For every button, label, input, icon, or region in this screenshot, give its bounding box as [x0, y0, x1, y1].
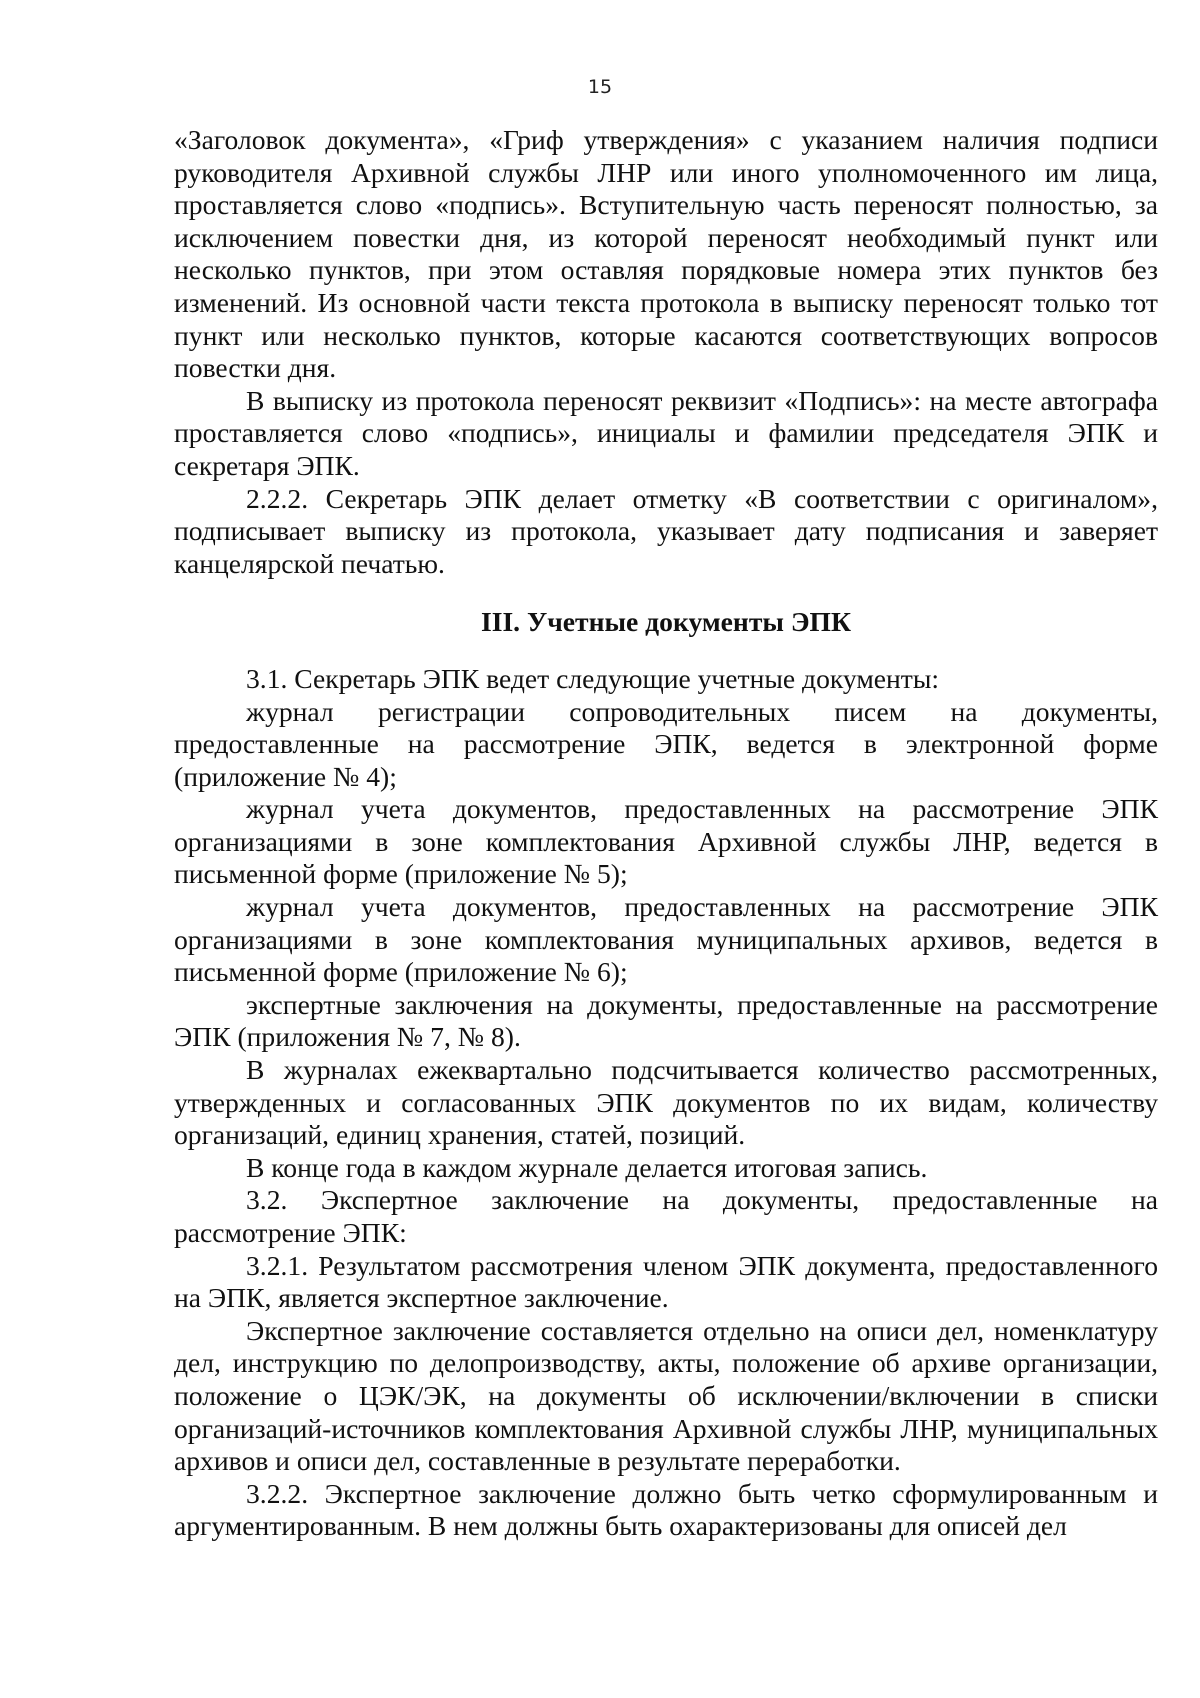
section-heading-accounting-documents: III. Учетные документы ЭПК: [480, 606, 852, 638]
paragraph-expert-conclusions: экспертные заключения на документы, предоставленные на рассмотрение ЭПК (приложения № 7, № 8).: [174, 988, 1158, 1053]
page-number: 15: [587, 76, 613, 98]
paragraph-journal-municipal: журнал учета документов, предоставленных на рассмотрение ЭПК организациями в зоне комплектования муниципальных архивов, ведется в письменной форме (приложение № 6);: [174, 891, 1158, 988]
paragraph-quarterly-count: В журналах ежеквартально подсчитывается количество рассмотренных, утвержденных и согласованных ЭПК документов по их видам, количеству организаций, единиц хранения, статей, позиций.: [174, 1054, 1158, 1151]
paragraph-journal-letters: журнал регистрации сопроводительных писем на документы, предоставленные на рассмотрение ЭПК, ведется в электронной форме (приложение № 4);: [174, 695, 1158, 792]
paragraph-3-2-2: 3.2.2. Экспертное заключение должно быть четко сформулированным и аргументированным. В нем должны быть охарактеризованы для описей дел: [174, 1477, 1158, 1542]
paragraph-2-2-2: 2.2.2. Секретарь ЭПК делает отметку «В соответствии с оригиналом», подписывает выписку из протокола, указывает дату подписания и заверяет канцелярской печатью.: [174, 482, 1158, 579]
paragraph-signature-requisite: В выписку из протокола переносят реквизит «Подпись»: на месте автографа проставляется слово «подпись», инициалы и фамилии председателя ЭПК и секретаря ЭПК.: [174, 384, 1158, 481]
document-body: [174, 124, 1158, 1543]
paragraph-3-1: 3.1. Секретарь ЭПК ведет следующие учетные документы:: [246, 662, 940, 694]
paragraph-3-2: 3.2. Экспертное заключение на документы, предоставленные на рассмотрение ЭПК:: [174, 1184, 1158, 1248]
paragraph-document-requisites: «Заголовок документа», «Гриф утверждения» с указанием наличия подписи руководителя Архивной службы ЛНР или иного уполномоченного им лица, проставляется слово «подпись». Вступительную часть переносят полностью, за исключением повестки дня, из которой переносят необходимый пункт или несколько пунктов, при этом оставляя порядковые номера этих пунктов без изменений. Из основной части текста протокола в выписку переносят только тот пункт или несколько пунктов, которые касаются соответствующих вопросов повестки дня.: [174, 124, 1158, 384]
paragraph-journal-archive-service: журнал учета документов, предоставленных на рассмотрение ЭПК организациями в зоне комплектования Архивной службы ЛНР, ведется в письменной форме (приложение № 5);: [174, 793, 1158, 890]
paragraph-3-2-1: 3.2.1. Результатом рассмотрения членом ЭПК документа, предоставленного на ЭПК, является экспертное заключение.: [174, 1249, 1158, 1314]
paragraph-year-end: В конце года в каждом журнале делается итоговая запись.: [246, 1151, 928, 1183]
paragraph-expert-conclusion-scope: Экспертное заключение составляется отдельно на описи дел, номенклатуру дел, инструкцию по делопроизводству, акты, положение об архиве организации, положение о ЦЭК/ЭК, на документы об исключении/включении в списки организаций-источников комплектования Архивной службы ЛНР, муниципальных архивов и описи дел, составленные в результате переработки.: [174, 1314, 1158, 1477]
